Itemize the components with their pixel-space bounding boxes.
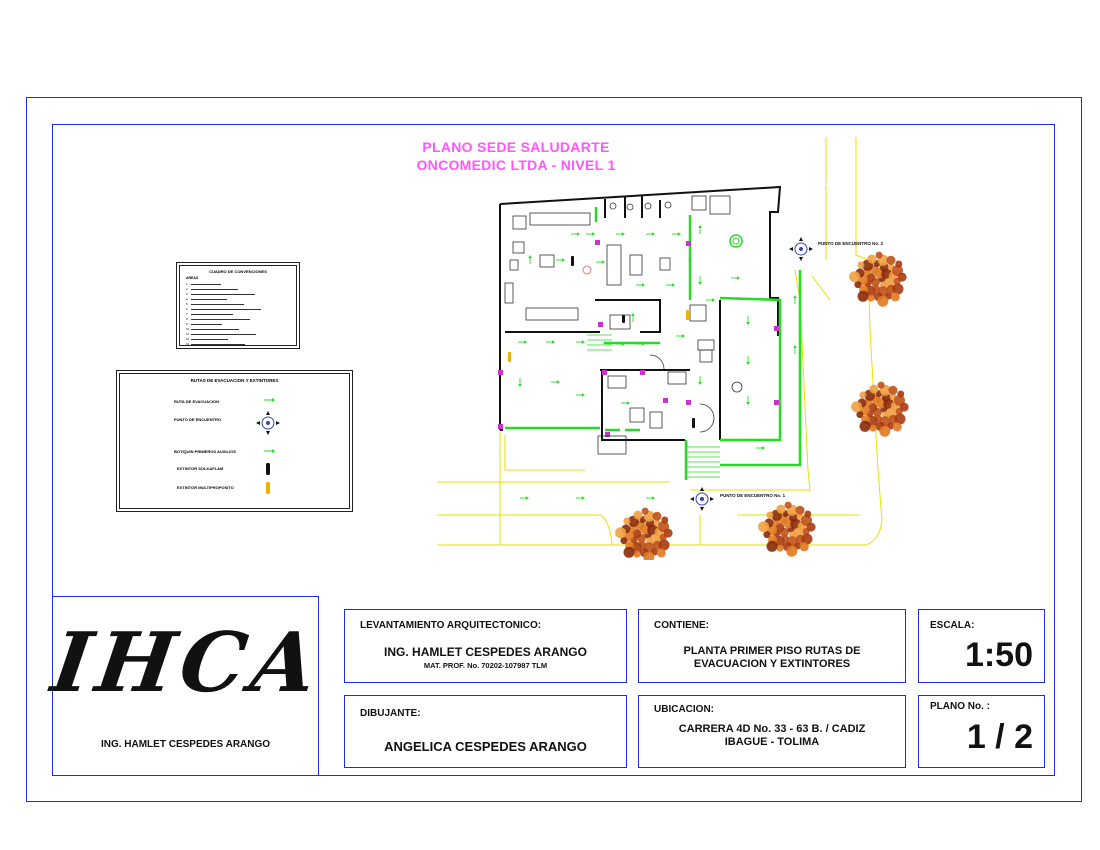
plano-box — [918, 695, 1045, 768]
route-arrow-icon — [706, 298, 715, 302]
conventions-item: 12 — [186, 337, 261, 342]
route-arrow-icon — [793, 295, 797, 304]
meeting-point-2-icon — [789, 237, 813, 261]
legend-label-multipurpose: EXTINTOR MULTIPROPOSITO — [177, 485, 234, 490]
tree-icon — [615, 508, 673, 560]
legend-label-route: RUTA DE EVACUACION — [174, 399, 220, 404]
dibujante-box — [344, 695, 627, 768]
contiene-label: CONTIENE: — [654, 620, 709, 631]
route-arrow-icon — [586, 232, 595, 236]
levantamiento-mat: MAT. PROF. No. 70202-107987 TLM — [423, 661, 548, 670]
route-arrow-icon — [576, 340, 585, 344]
trees — [615, 252, 909, 560]
legend-label-solkaflam: EXTINTOR SOLKAFLAM — [177, 466, 224, 471]
street-lines — [437, 137, 882, 545]
dibujante-name: ANGELICA CESPEDES ARANGO — [384, 739, 587, 754]
conventions-box — [176, 262, 300, 349]
route-arrow-icon — [528, 255, 532, 264]
route-arrow-icon — [596, 260, 605, 264]
conventions-item: 13 — [186, 342, 261, 347]
route-arrow-icon — [746, 396, 750, 405]
route-arrow-icon — [746, 356, 750, 365]
route-arrow-icon — [556, 258, 565, 262]
meeting-point-1-label: PUNTO DE ENCUENTRO No. 1 — [720, 493, 786, 498]
route-arrow-icon — [616, 232, 625, 236]
extinguisher-black-icon — [266, 463, 270, 475]
contiene-line1: PLANTA PRIMER PISO RUTAS DE — [683, 645, 861, 657]
route-arrow-icon — [551, 380, 560, 384]
conventions-item: 1 — [186, 282, 261, 287]
conventions-item: 11 — [186, 332, 261, 337]
route-arrow-icon — [756, 446, 765, 450]
plano-label: PLANO No. : — [930, 701, 990, 712]
route-arrow-icon — [698, 225, 702, 234]
route-arrow-icon — [746, 316, 750, 325]
escala-label: ESCALA: — [930, 620, 975, 631]
floor-plan — [420, 130, 920, 560]
tree-icon — [851, 382, 909, 437]
route-arrow-icon — [631, 313, 635, 322]
conventions-item: 4 — [186, 297, 261, 302]
route-arrow-icon — [518, 378, 522, 387]
escala-box — [918, 609, 1045, 683]
ubicacion-box — [638, 695, 906, 768]
route-arrow-icon — [698, 376, 702, 385]
tree-icon — [758, 502, 816, 557]
conventions-item: 2 — [186, 287, 261, 292]
route-arrow-icon — [576, 496, 585, 500]
route-arrow-icon — [688, 257, 692, 266]
plan-title-line2: ONCOMEDIC LTDA - NIVEL 1 — [416, 157, 616, 173]
legend-box — [116, 370, 353, 512]
ubicacion-line2: IBAGUE - TOLIMA — [724, 736, 820, 748]
legend-title: RUTAS DE EVACUACION Y EXTINTORES — [190, 378, 279, 383]
legend-label-firstaid: BOTIQUIN PRIMEROS AUXILIOS — [174, 449, 236, 454]
conventions-item: 7 — [186, 312, 261, 317]
route-arrow-icon — [518, 340, 527, 344]
tree-icon — [849, 252, 907, 307]
dibujante-label: DIBUJANTE: — [360, 708, 421, 719]
route-arrow-icon — [698, 276, 702, 285]
levantamiento-label: LEVANTAMIENTO ARQUITECTONICO: — [360, 620, 542, 631]
contiene-line2: EVACUACION Y EXTINTORES — [693, 658, 851, 670]
extinguisher-yellow-icon — [266, 482, 270, 494]
contiene-box — [638, 609, 906, 683]
plano-value: 1 / 2 — [966, 718, 1033, 756]
levantamiento-box — [344, 609, 627, 683]
ubicacion-label: UBICACION: — [654, 704, 714, 715]
conventions-subtitle: AREAS — [186, 276, 199, 280]
plan-title-line1: PLANO SEDE SALUDARTE — [422, 139, 610, 155]
meeting-point-2-label: PUNTO DE ENCUENTRO No. 2 — [818, 241, 884, 246]
door-markers — [498, 240, 779, 437]
conventions-list — [186, 282, 261, 347]
first-aid-icon — [264, 449, 275, 453]
ihca-logo: IHCA — [46, 615, 329, 711]
escala-value: 1:50 — [964, 636, 1033, 674]
conventions-item: 9 — [186, 322, 261, 327]
legend-label-meeting: PUNTO DE ENCUENTRO — [174, 417, 222, 422]
route-arrow-icon — [731, 276, 740, 280]
conventions-item: 3 — [186, 292, 261, 297]
route-arrow-icon — [520, 496, 529, 500]
legend-icons — [117, 371, 354, 513]
route-arrow-icon — [571, 232, 580, 236]
route-arrow-icon — [646, 496, 655, 500]
route-arrow-icon — [646, 232, 655, 236]
logo-box — [46, 596, 329, 776]
route-arrow-icon — [736, 438, 745, 442]
meeting-point-1-icon — [690, 487, 714, 511]
logo-caption: ING. HAMLET CESPEDES ARANGO — [100, 739, 271, 750]
conventions-item: 5 — [186, 302, 261, 307]
conventions-item: 8 — [186, 317, 261, 322]
route-arrow-icon — [676, 334, 685, 338]
levantamiento-name: ING. HAMLET CESPEDES ARANGO — [384, 645, 587, 659]
route-arrow-icon — [576, 393, 585, 397]
route-arrow-icon — [636, 283, 645, 287]
route-arrow-icon — [666, 283, 675, 287]
route-arrow-icon — [793, 345, 797, 354]
conventions-item: 6 — [186, 307, 261, 312]
meeting-point-icon — [256, 411, 280, 435]
ubicacion-line1: CARRERA 4D No. 33 - 63 B. / CADIZ — [678, 723, 866, 735]
route-arrow-icon — [546, 340, 555, 344]
arrow-icon — [264, 398, 275, 402]
conventions-item: 10 — [186, 327, 261, 332]
route-arrows — [518, 225, 797, 500]
route-arrow-icon — [672, 232, 681, 236]
conventions-title: CUADRO DE CONVENCIONES — [209, 269, 267, 274]
route-arrow-icon — [621, 401, 630, 405]
